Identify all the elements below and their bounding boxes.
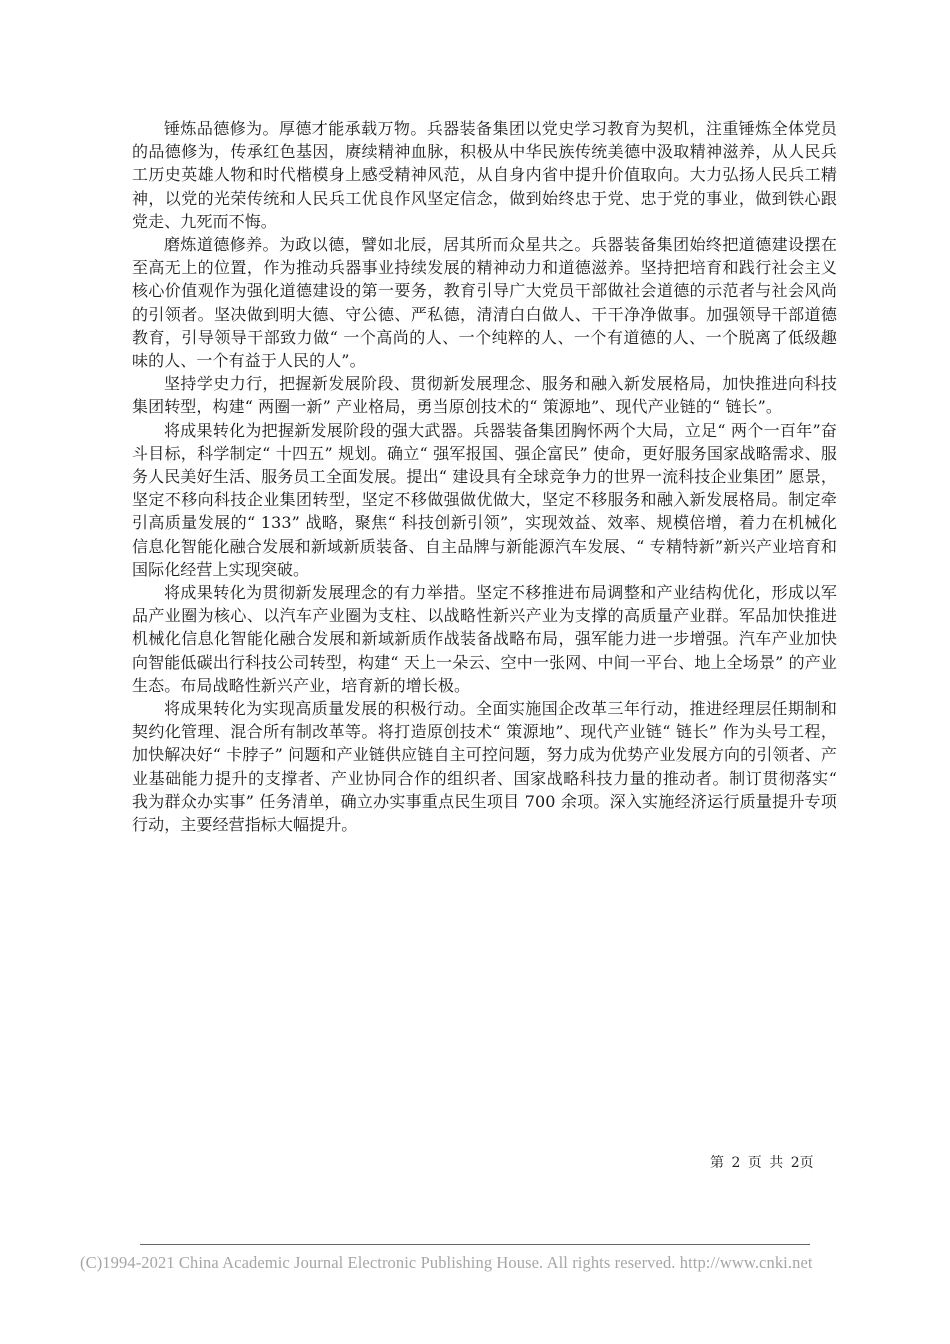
paragraph-cultivate-morality: 锤炼品德修为。厚德才能承载万物。兵器装备集团以党史学习教育为契机，注重锤炼全体党员的品德修为，传承红色基因，赓续精神血脉，积极从中华民族传统美德中汲取精神滋养，从人民兵工历史英雄人物和时代楷模身上感受精神风范，从自身内省中提升价值取向。大力弘扬人民兵工精神，以党的光荣传统和人民兵工优良作风坚定信念，做到始终忠于党、忠于党的事业，做到铁心跟党走、九死而不悔。 xyxy=(132,119,837,231)
page-number: 第 2 页 共 2页 xyxy=(710,1155,814,1171)
paragraph-moral-cultivation: 磨炼道德修养。为政以德，譬如北辰，居其所而众星共之。兵器装备集团始终把道德建设摆在至高无上的位置，作为推动兵器事业持续发展的精神动力和道德滋养。坚持把培育和践行社会主义核心价值观作为强化道德建设的第一要务，教育引导广大党员干部做社会道德的示范者与社会风尚的引领者。坚决做到明大德、守公德、严私德，清清白白做人、干干净净做事。加强领导干部道德教育，引导领导干部致力做“ 一个高尚的人、一个纯粹的人、一个有道德的人、一个脱离了低级趣味的人、一个有益于人民的人”。 xyxy=(132,235,837,371)
copyright-notice: (C)1994-2021 China Academic Journal Electronic Publishing House. All rights reserved. http://www.cnki.net xyxy=(80,1253,813,1272)
footer-divider xyxy=(140,1244,810,1245)
article-body xyxy=(132,117,837,836)
paragraph-new-stage: 将成果转化为把握新发展阶段的强大武器。兵器装备集团胸怀两个大局，立足“ 两个一百年”奋斗目标，科学制定“ 十四五” 规划。确立“ 强军报国、强企富民” 使命，更好服务国家战略需求、服务人民美好生活、服务员工全面发展。提出“ 建设具有全球竞争力的世界一流科技企业集团” 愿景，坚定不移向科技企业集团转型，坚定不移做强做优做大，坚定不移服务和融入新发展格局。制定牵引高质量发展的“ 133” 战略，聚焦“ 科技创新引领”，实现效益、效率、规模倍增，着力在机械化信息化智能化融合发展和新域新质装备、自主品牌与新能源汽车发展、“ 专精特新”新兴产业培育和国际化经营上实现突破。 xyxy=(132,420,837,579)
paragraph-new-concept: 将成果转化为贯彻新发展理念的有力举措。坚定不移推进布局调整和产业结构优化，形成以军品产业圈为核心、以汽车产业圈为支柱、以战略性新兴产业为支撑的高质量产业群。军品加快推进机械化信息化智能化融合发展和新域新质作战装备战略布局，强军能力进一步增强。汽车产业加快向智能低碳出行科技公司转型，构建“ 天上一朵云、空中一张网、中间一平台、地上全场景” 的产业生态。布局战略性新兴产业，培育新的增长极。 xyxy=(132,583,837,695)
paragraph-high-quality-development: 将成果转化为实现高质量发展的积极行动。全面实施国企改革三年行动，推进经理层任期制和契约化管理、混合所有制改革等。将打造原创技术“ 策源地”、现代产业链“ 链长” 作为头号工程，加快解决好“ 卡脖子” 问题和产业链供应链自主可控问题，努力成为优势产业发展方向的引领者、产业基础能力提升的支撑者、产业协同合作的组织者、国家战略科技力量的推动者。制订贯彻落实“ 我为群众办实事” 任务清单，确立办实事重点民生项目 700 余项。深入实施经济运行质量提升专项行动，主要经营指标大幅提升。 xyxy=(132,699,837,835)
paragraph-learn-and-practice: 坚持学史力行，把握新发展阶段、贯彻新发展理念、服务和融入新发展格局，加快推进向科技集团转型，构建“ 两圈一新” 产业格局，勇当原创技术的“ 策源地”、现代产业链的“ 链长”。 xyxy=(132,374,837,417)
